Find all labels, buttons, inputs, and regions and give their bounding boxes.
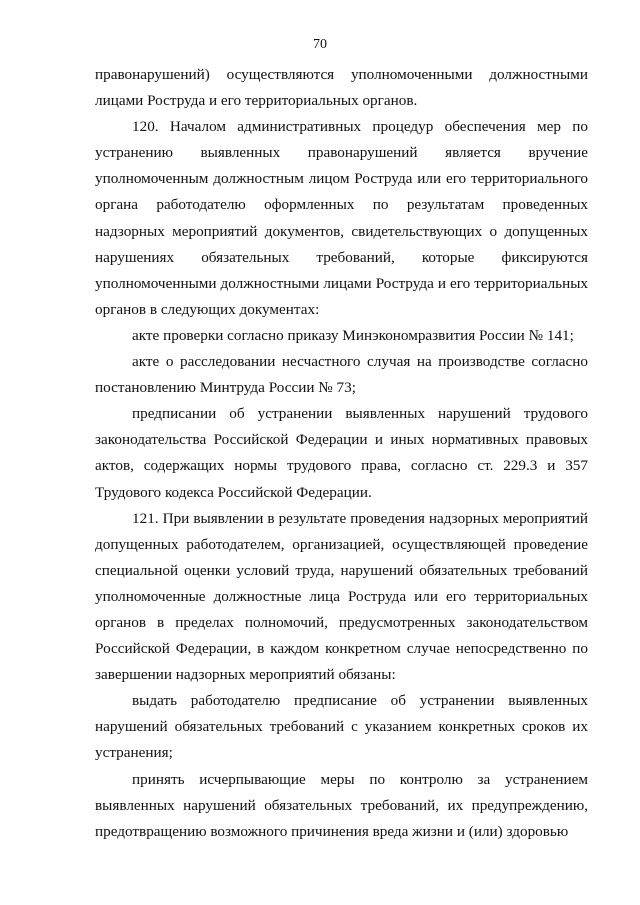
paragraph-issue-prescription: выдать работодателю предписание об устранении выявленных нарушений обязательных требований с указанием конкретных сроков их устранения; bbox=[95, 692, 588, 762]
paragraph-inspection-act: акте проверки согласно приказу Минэкономразвития России № 141; bbox=[132, 326, 574, 344]
paragraph-item-120: 120. Началом административных процедур обеспечения мер по устранению выявленных правонарушений является вручение уполномоченным должностным лицом Роструда или его территориального органа работодателю оформленных по результатам проведенных надзорных мероприятий документов, свидетельствующих о допущенных нарушениях обязательных требований, которые фиксируются уполномоченными должностными лицами Роструда и его территориальных органов в следующих документах: bbox=[95, 118, 588, 318]
paragraph-continuation: правонарушений) осуществляются уполномоченными должностными лицами Роструда и его территориальных органов. bbox=[95, 66, 588, 110]
paragraph-accident-act: акте о расследовании несчастного случая на производстве согласно постановлению Минтруда России № 73; bbox=[95, 353, 588, 397]
page-number: 70 bbox=[313, 37, 327, 52]
document-body bbox=[95, 62, 588, 845]
paragraph-item-121: 121. При выявлении в результате проведения надзорных мероприятий допущенных работодателем, организацией, осуществляющей проведение специальной оценки условий труда, нарушений обязательных требований уполномоченные должностные лица Роструда или его территориальных органов в пределах полномочий, предусмотренных законодательством Российской Федерации, в каждом конкретном случае непосредственно по завершении надзорных мероприятий обязаны: bbox=[95, 509, 588, 684]
paragraph-prescription: предписании об устранении выявленных нарушений трудового законодательства Российской Федерации и иных нормативных правовых актов, содержащих нормы трудового права, согласно ст. 229.3 и 357 Трудового кодекса Российской Федерации. bbox=[95, 405, 588, 501]
paragraph-take-measures: принять исчерпывающие меры по контролю за устранением выявленных нарушений обязательных требований, их предупреждению, предотвращению возможного причинения вреда жизни и (или) здоровью bbox=[95, 770, 588, 840]
